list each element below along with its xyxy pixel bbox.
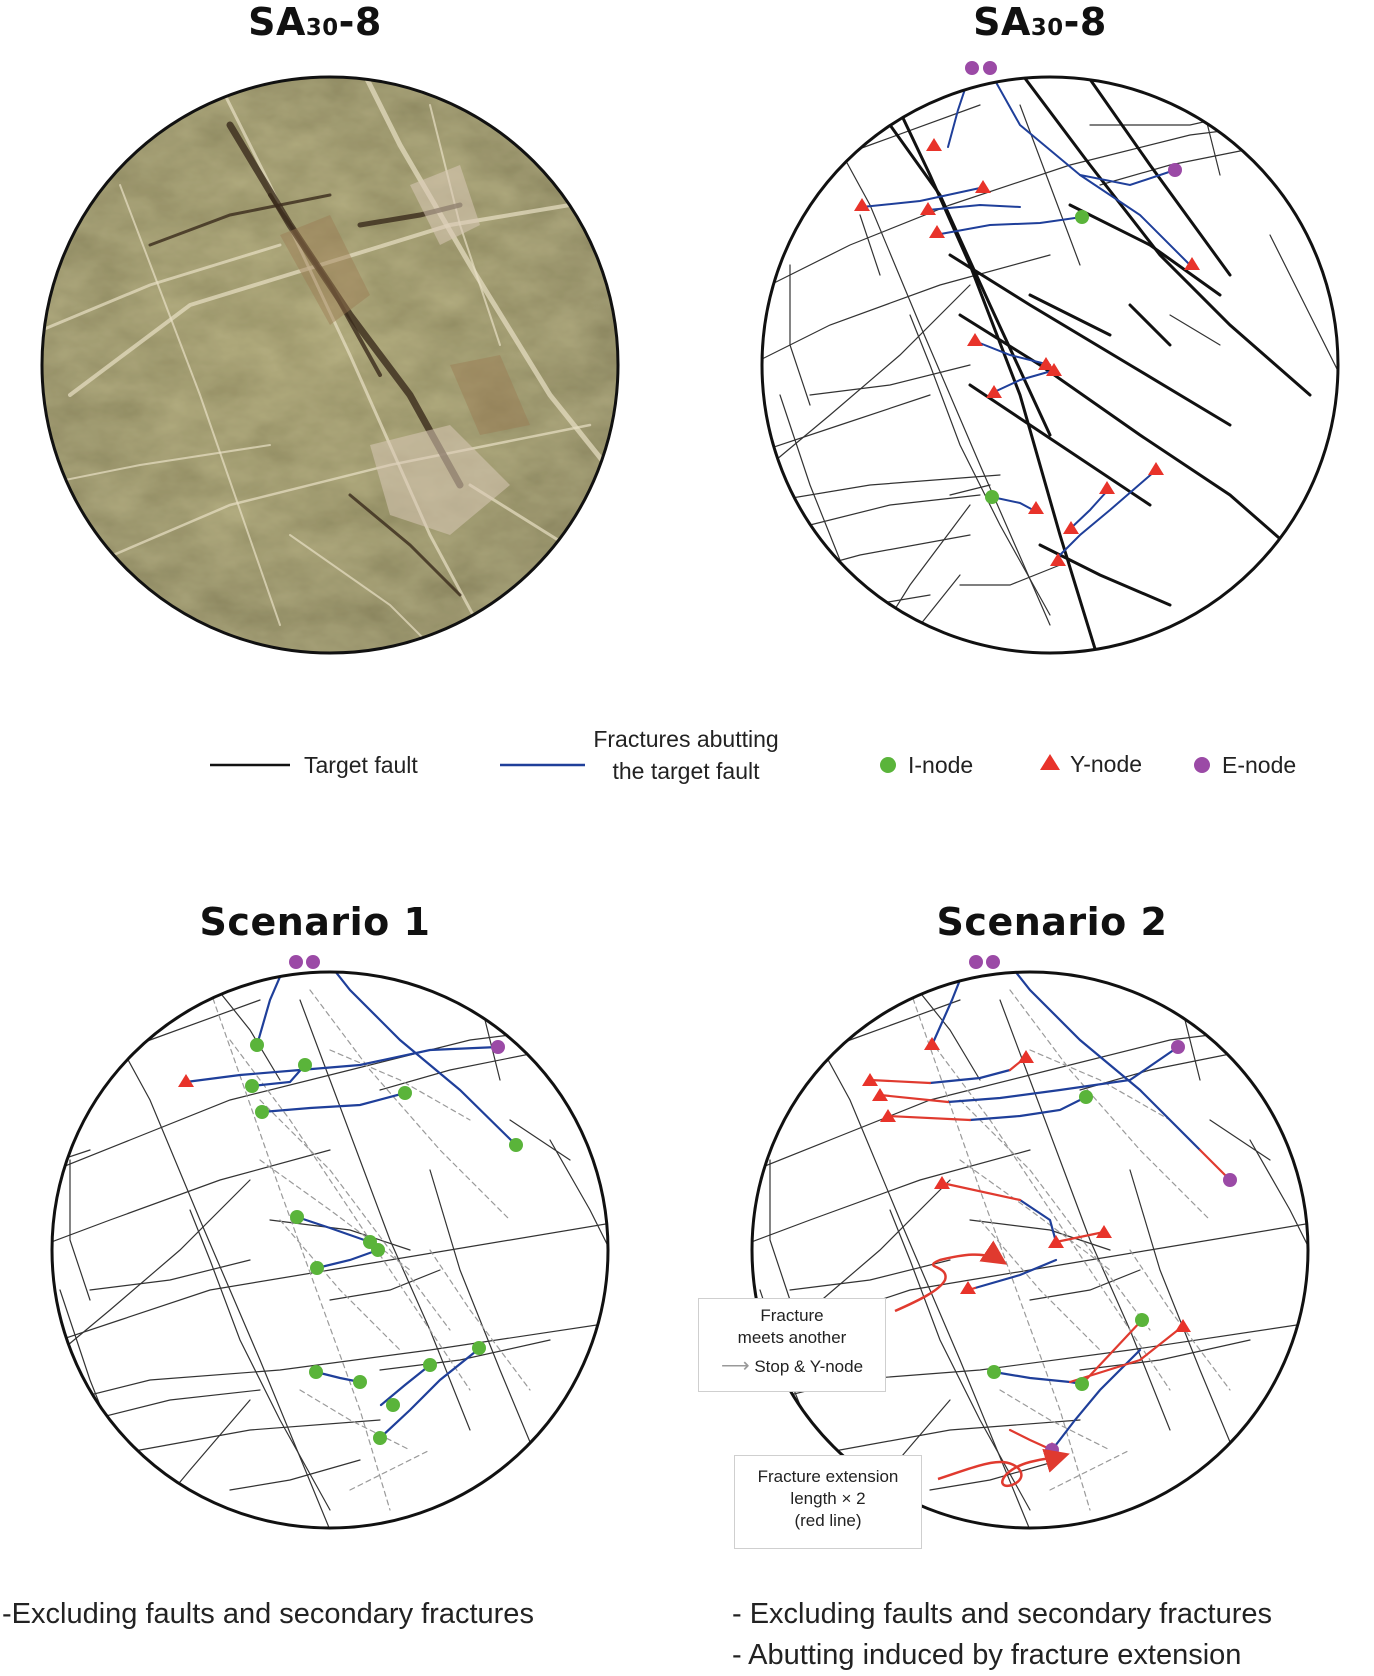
scenario-1-note [2,1594,534,1635]
callout-meets-row [699,1355,885,1378]
panel-title-photo: SA30-8 [248,0,382,44]
gray-arrow-icon: ⟶ [720,1355,750,1377]
scenario-2-note-line-2: - Abutting induced by fracture extension [732,1639,1242,1671]
legend-e-node-label: E-node [1222,752,1297,778]
callout-meets-line-3: Stop & Y-node [754,1357,864,1376]
callout-ext-line-1: Fracture extension [757,1467,899,1486]
callout-fracture-extension [734,1455,922,1549]
callout-meets-line-2: meets another [737,1328,847,1347]
arrow-to-extension [938,1455,1065,1486]
callout-meets-line-1: Fracture [760,1306,824,1325]
panel-title-scenario-1: Scenario 1 [199,900,431,944]
scenario-1-note-text: -Excluding faults and secondary fractures [2,1598,534,1630]
legend-y-node-label: Y-node [1070,751,1143,777]
arrow-to-y-node [895,1255,1003,1311]
scenario-2-note [732,1594,1272,1676]
callout-fracture-meets [698,1298,886,1392]
scenario-2-note-line-1: - Excluding faults and secondary fractures [732,1598,1272,1630]
legend-abutting-label-2: the target fault [612,758,760,784]
legend-target-fault-label: Target fault [304,752,418,778]
legend-abutting-label-1: Fractures abutting [593,726,779,752]
panel-title-interpretation: SA30-8 [973,0,1107,44]
callout-ext-line-3: (red line) [794,1511,862,1530]
panel-title-scenario-2: Scenario 2 [936,900,1168,944]
legend-i-node-label: I-node [908,752,974,778]
callout-ext-line-2: length × 2 [790,1489,866,1508]
